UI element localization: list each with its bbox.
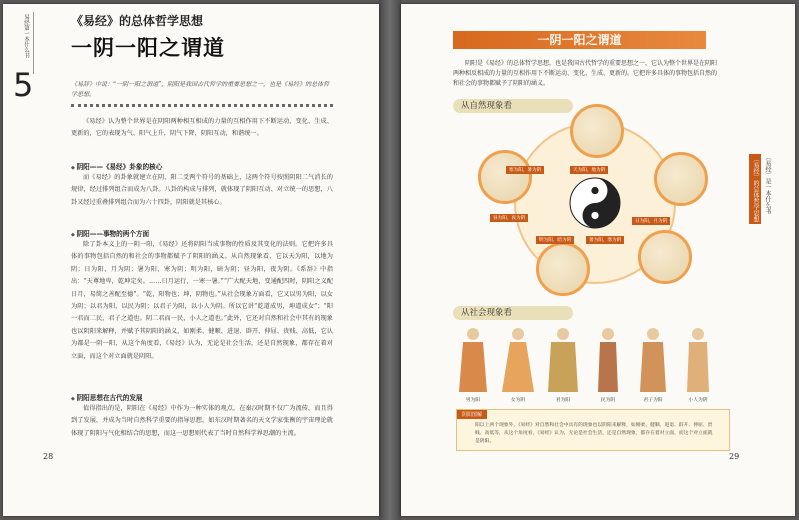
dotted-divider bbox=[71, 104, 333, 107]
figure-petty-man bbox=[678, 324, 718, 394]
heading-3: ◆ 阴阳思想在古代的发展 bbox=[71, 392, 143, 402]
section-title: 一阴一阳之谓道 bbox=[71, 36, 225, 60]
figure-label: 男为阳 bbox=[465, 398, 481, 403]
figure-label: 民为阴 bbox=[600, 398, 616, 403]
figure-label: 女为阴 bbox=[510, 398, 526, 403]
right-banner-title: 一阴一阳之谓道 bbox=[453, 31, 706, 49]
note-tag: 阴阳图解 bbox=[457, 410, 487, 419]
figure-gentleman bbox=[633, 324, 673, 394]
heading-2: ◆ 阴阳——事物的两个方面 bbox=[71, 228, 149, 238]
nature-label: 日为阳，月为阴 bbox=[632, 217, 670, 225]
paragraph-1: 《易经》认为整个世界是在阴阳两种相互相成的力量的互相作用下不断运动、变化、生成、更新的，它的表现为气、阳气上升，阴气下降，阴阳互动，和谐统一。 bbox=[71, 118, 333, 138]
chapter-number: 5 bbox=[13, 66, 34, 104]
figure-label: 小人为阴 bbox=[688, 398, 708, 403]
paragraph-4: 值得指出的是，阴阳在《易经》中作为一种实体的观点，在秦汉时期不仅广为流传，而且得到了发展，并成为当时自然科学重要的指导思想。如东汉时期著名的天文学家张衡的宇宙理论就体现了阴阳与气化相结合的思想，而这一思想则代表了当时自然科学界思潮的主流。 bbox=[71, 405, 333, 437]
note-box bbox=[456, 409, 730, 451]
figure-label: 君子为阳 bbox=[643, 398, 663, 403]
page-number-left: 28 bbox=[43, 452, 54, 461]
nature-icon-sun bbox=[654, 152, 708, 206]
figure-man bbox=[453, 324, 493, 394]
society-tag: 从社会现象看 bbox=[453, 306, 573, 320]
side-tab-book: 〔易经〕是一本什么书 bbox=[764, 154, 771, 214]
paragraph-2: 而《易经》的卦象就建立在阴、阳二爻两个符号的基础上，这两个符号按照阴阳二气消长的规律，经过排列组合而成为八卦。八卦的构成与排列，就体现了阴阳互动、对立统一的思想，八卦又经过重叠排列组合而为六十四卦，阴阳就是其核心。 bbox=[71, 174, 333, 206]
book-gutter bbox=[379, 0, 401, 520]
left-page bbox=[3, 4, 379, 516]
nature-icon-summer bbox=[638, 230, 692, 284]
section-intro: 《易辞》中说：“一阴一阳之谓道”，阴阳是我国古代哲学的重要思想之一，也是《易经》的总体哲学思想。 bbox=[71, 81, 330, 98]
section-supertitle: 《易经》的总体哲学思想 bbox=[71, 14, 204, 28]
yin-yang-icon bbox=[569, 177, 621, 229]
right-page bbox=[401, 4, 795, 516]
figure-woman bbox=[498, 324, 538, 394]
figure-label: 君为阳 bbox=[555, 398, 571, 403]
figure-commoner bbox=[588, 324, 628, 394]
heading-1: ◆ 阴阳——《易经》卦象的核心 bbox=[71, 161, 162, 171]
nature-label: 昼为阳，夜为阴 bbox=[490, 214, 528, 222]
nature-label: 寒为阳，暑为阴 bbox=[506, 166, 544, 174]
figure-ruler bbox=[543, 324, 583, 394]
right-intro: 阴阳是《易经》的总体哲学思想，也是我国古代哲学的重要思想之一，它认为整个世界是在阴阳两种相反相成的力量的互相作用下不断运动、变化、生成、更新的。它把许多具体的事物包括自然的和社会的事物都赋予了阴阳的涵义。 bbox=[453, 60, 718, 87]
yin-yang-diagram bbox=[456, 102, 726, 302]
page-number-right: 29 bbox=[729, 452, 740, 461]
paragraph-3: 除了卦本义上的一阴一阳，《易经》还将阴阳当成事物的性质及其变化的法则。它把许多具体的事物包括自然的和社会的事物都赋予了阴阳的涵义。从自然现象看，它以天为阳，以地为阴；日为阳，月为阴；暑为阳，寒为阴；明为阳，暗为阴；昼为阳，夜为阴。《系辞》中指出：“天尊地卑，乾坤定矣。……日月运行，一寒一暑。”“广大配天地，变通配四时，阴阳之义配日月，易简之善配至德”。“乾，阳物也；坤，阴物也。”从社会现象方面看，它又以男为阳，以女为阴；以君为阳，以民为阴；以君子为阳，以小人为阴。所以它讲“乾道成男，坤道成女”；“阳一君而二民，君子之道也。阴二君而一民，小人之道也。”此外，它还对自然和社会中其有的现象也以阴阳来解释，并赋予其阴阳的涵义，如刚柔、健顺、进退、辟开、伸屈、贵贱、高低，它认为都是一阴一阳，从这个角度看，《易经》认为，无论是社会生活，还是自然现象，都存在着对立面，而这个对立面就是阴阳。 bbox=[71, 241, 333, 360]
left-sidebar-title: 易经第一本什么书 bbox=[23, 14, 29, 58]
nature-icon-sky bbox=[570, 104, 624, 158]
nature-icon-night bbox=[478, 150, 532, 204]
nature-label: 明为阳，暗为阴 bbox=[536, 236, 574, 244]
nature-tag: 从自然现象看 bbox=[453, 99, 573, 113]
right-side-tab bbox=[752, 154, 773, 224]
nature-label: 暑为阳，寒为阴 bbox=[586, 236, 624, 244]
society-figures bbox=[453, 324, 726, 404]
nature-label: 天为阳，地为阴 bbox=[570, 166, 608, 174]
sidebar-divider bbox=[33, 12, 34, 74]
nature-icon-day bbox=[536, 242, 590, 296]
side-tab-section: 〔易经〕的总体哲学思想 bbox=[749, 154, 761, 224]
note-text: 阳以上两个现象外，《易经》对自然和社会中具有的现象也以阴阳来解释，如刚柔、健顺、进退、辟开、伸屈、贵贱、高低等，从这个角度看，《易经》认为，无论是社会生活，还是自然现象，都存在着对立面，而这个对立面就是阴阳。 bbox=[475, 423, 713, 444]
